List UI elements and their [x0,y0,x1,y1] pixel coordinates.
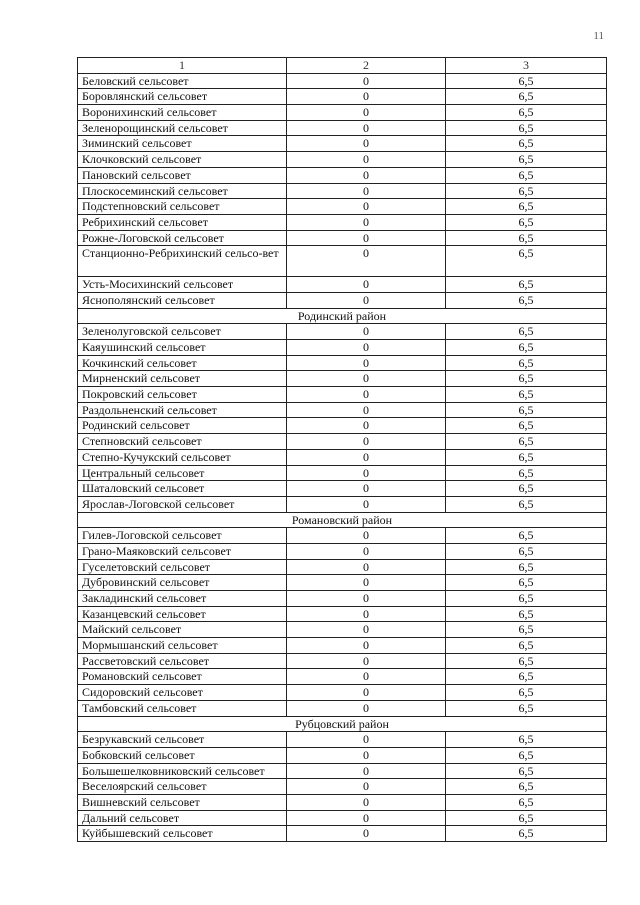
column-2-value: 0 [287,73,446,89]
column-2-value: 0 [287,794,446,810]
table-row [78,794,607,810]
column-header-3: 3 [446,58,607,74]
table-row [78,763,607,779]
district-name: Родинский район [78,308,607,324]
column-2-value: 0 [287,685,446,701]
table-row [78,449,607,465]
column-2-value: 0 [287,434,446,450]
column-2-value: 0 [287,89,446,105]
column-2-value: 0 [287,199,446,215]
settlement-name: Степновский сельсовет [78,434,287,450]
column-3-value: 6,5 [446,355,607,371]
table-row [78,387,607,403]
table-row [78,591,607,607]
column-3-value: 6,5 [446,120,607,136]
column-3-value: 6,5 [446,73,607,89]
column-2-value: 0 [287,355,446,371]
table-row [78,418,607,434]
table-row [78,152,607,168]
column-2-value: 0 [287,763,446,779]
settlement-name: Ребрихинский сельсовет [78,214,287,230]
settlement-name: Яснополянский сельсовет [78,292,287,308]
column-2-value: 0 [287,575,446,591]
table-row [78,700,607,716]
column-3-value: 6,5 [446,779,607,795]
table-row [78,465,607,481]
settlement-name: Безрукавский сельсовет [78,732,287,748]
settlement-name: Гилев-Логовской сельсовет [78,528,287,544]
column-2-value: 0 [287,449,446,465]
table-row [78,214,607,230]
table-row [78,496,607,512]
column-2-value: 0 [287,246,446,277]
settlement-name: Беловский сельсовет [78,73,287,89]
column-3-value: 6,5 [446,434,607,450]
column-3-value: 6,5 [446,826,607,842]
settlement-name: Раздольненский сельсовет [78,402,287,418]
settlement-name: Рассветовский сельсовет [78,653,287,669]
column-2-value: 0 [287,591,446,607]
column-3-value: 6,5 [446,214,607,230]
column-2-value: 0 [287,340,446,356]
district-section-row [78,308,607,324]
table-row [78,324,607,340]
column-2-value: 0 [287,496,446,512]
table-row [78,105,607,121]
column-2-value: 0 [287,167,446,183]
column-3-value: 6,5 [446,465,607,481]
table-row [78,481,607,497]
settlement-name: Боровлянский сельсовет [78,89,287,105]
settlement-name: Усть-Мосихинский сельсовет [78,277,287,293]
column-3-value: 6,5 [446,277,607,293]
table-row [78,246,607,277]
column-3-value: 6,5 [446,324,607,340]
column-2-value: 0 [287,638,446,654]
column-3-value: 6,5 [446,292,607,308]
column-2-value: 0 [287,810,446,826]
column-3-value: 6,5 [446,575,607,591]
settlement-name: Станционно-Ребрихинский сельсо-вет [78,246,287,277]
district-section-row [78,512,607,528]
table-row [78,669,607,685]
column-2-value: 0 [287,700,446,716]
table-row [78,606,607,622]
column-3-value: 6,5 [446,606,607,622]
column-2-value: 0 [287,324,446,340]
table-row [78,528,607,544]
table-row [78,826,607,842]
table-row [78,371,607,387]
table-row [78,277,607,293]
column-2-value: 0 [287,481,446,497]
column-3-value: 6,5 [446,794,607,810]
column-2-value: 0 [287,418,446,434]
settlement-name: Каяушинский сельсовет [78,340,287,356]
column-3-value: 6,5 [446,340,607,356]
settlement-name: Мормышанский сельсовет [78,638,287,654]
column-header-1: 1 [78,58,287,74]
settlement-name: Дальний сельсовет [78,810,287,826]
column-3-value: 6,5 [446,747,607,763]
column-3-value: 6,5 [446,810,607,826]
column-3-value: 6,5 [446,387,607,403]
column-2-value: 0 [287,669,446,685]
column-3-value: 6,5 [446,371,607,387]
column-3-value: 6,5 [446,653,607,669]
table-row [78,340,607,356]
settlement-name: Сидоровский сельсовет [78,685,287,701]
column-3-value: 6,5 [446,763,607,779]
column-3-value: 6,5 [446,183,607,199]
column-2-value: 0 [287,292,446,308]
column-3-value: 6,5 [446,136,607,152]
district-name: Рубцовский район [78,716,607,732]
settlement-name: Грано-Маяковский сельсовет [78,543,287,559]
settlement-name: Гуселетовский сельсовет [78,559,287,575]
settlement-name: Кочкинский сельсовет [78,355,287,371]
settlement-name: Куйбышевский сельсовет [78,826,287,842]
page-number: 11 [593,30,604,42]
settlement-name: Покровский сельсовет [78,387,287,403]
column-3-value: 6,5 [446,559,607,575]
column-2-value: 0 [287,136,446,152]
settlement-name: Ярослав-Логовской сельсовет [78,496,287,512]
table-row [78,732,607,748]
column-2-value: 0 [287,653,446,669]
column-3-value: 6,5 [446,481,607,497]
column-3-value: 6,5 [446,669,607,685]
settlement-name: Рожне-Логовской сельсовет [78,230,287,246]
settlement-name: Казанцевский сельсовет [78,606,287,622]
column-3-value: 6,5 [446,496,607,512]
column-2-value: 0 [287,183,446,199]
settlement-name: Пановский сельсовет [78,167,287,183]
column-3-value: 6,5 [446,105,607,121]
settlement-name: Вишневский сельсовет [78,794,287,810]
settlement-name: Воронихинский сельсовет [78,105,287,121]
column-3-value: 6,5 [446,418,607,434]
table-row [78,622,607,638]
column-3-value: 6,5 [446,700,607,716]
column-3-value: 6,5 [446,543,607,559]
table-row [78,167,607,183]
column-3-value: 6,5 [446,89,607,105]
settlement-name: Зеленолуговской сельсовет [78,324,287,340]
column-3-value: 6,5 [446,732,607,748]
table-row [78,73,607,89]
column-2-value: 0 [287,747,446,763]
settlement-name: Родинский сельсовет [78,418,287,434]
table-row [78,747,607,763]
column-2-value: 0 [287,465,446,481]
settlement-name: Зиминский сельсовет [78,136,287,152]
column-3-value: 6,5 [446,528,607,544]
settlement-name: Шаталовский сельсовет [78,481,287,497]
settlement-name: Плоскосеминский сельсовет [78,183,287,199]
settlement-name: Подстепновский сельсовет [78,199,287,215]
column-2-value: 0 [287,387,446,403]
table-row [78,543,607,559]
column-3-value: 6,5 [446,230,607,246]
table-row [78,89,607,105]
table-body [78,73,607,841]
district-name: Романовский район [78,512,607,528]
table-row [78,292,607,308]
table-row [78,653,607,669]
settlement-name: Закладинский сельсовет [78,591,287,607]
table-row [78,575,607,591]
column-3-value: 6,5 [446,622,607,638]
column-2-value: 0 [287,277,446,293]
column-2-value: 0 [287,152,446,168]
table-row [78,638,607,654]
table-row [78,120,607,136]
column-2-value: 0 [287,826,446,842]
district-section-row [78,716,607,732]
column-3-value: 6,5 [446,591,607,607]
table-row [78,559,607,575]
settlement-name: Центральный сельсовет [78,465,287,481]
table-row [78,402,607,418]
column-2-value: 0 [287,622,446,638]
table-row [78,779,607,795]
column-2-value: 0 [287,606,446,622]
column-2-value: 0 [287,105,446,121]
column-2-value: 0 [287,214,446,230]
column-2-value: 0 [287,230,446,246]
column-3-value: 6,5 [446,167,607,183]
table-row [78,199,607,215]
settlement-name: Веселоярский сельсовет [78,779,287,795]
table-row [78,434,607,450]
settlement-name: Мирненский сельсовет [78,371,287,387]
column-2-value: 0 [287,779,446,795]
column-2-value: 0 [287,402,446,418]
column-2-value: 0 [287,528,446,544]
settlement-name: Зеленорощинский сельсовет [78,120,287,136]
table-row [78,355,607,371]
column-3-value: 6,5 [446,402,607,418]
table-header-row [78,58,607,74]
settlement-name: Майский сельсовет [78,622,287,638]
settlement-name: Тамбовский сельсовет [78,700,287,716]
column-3-value: 6,5 [446,152,607,168]
column-2-value: 0 [287,371,446,387]
column-3-value: 6,5 [446,449,607,465]
column-2-value: 0 [287,559,446,575]
column-2-value: 0 [287,120,446,136]
table-row [78,136,607,152]
settlement-name: Большешелковниковский сельсовет [78,763,287,779]
settlement-name: Романовский сельсовет [78,669,287,685]
table-row [78,183,607,199]
settlement-name: Степно-Кучукский сельсовет [78,449,287,465]
table-row [78,685,607,701]
column-3-value: 6,5 [446,199,607,215]
table-row [78,810,607,826]
column-3-value: 6,5 [446,638,607,654]
settlements-table [77,57,607,842]
settlement-name: Клочковский сельсовет [78,152,287,168]
column-2-value: 0 [287,732,446,748]
table-row [78,230,607,246]
column-3-value: 6,5 [446,246,607,277]
settlement-name: Дубровинский сельсовет [78,575,287,591]
settlement-name: Бобковский сельсовет [78,747,287,763]
column-header-2: 2 [287,58,446,74]
column-3-value: 6,5 [446,685,607,701]
column-2-value: 0 [287,543,446,559]
